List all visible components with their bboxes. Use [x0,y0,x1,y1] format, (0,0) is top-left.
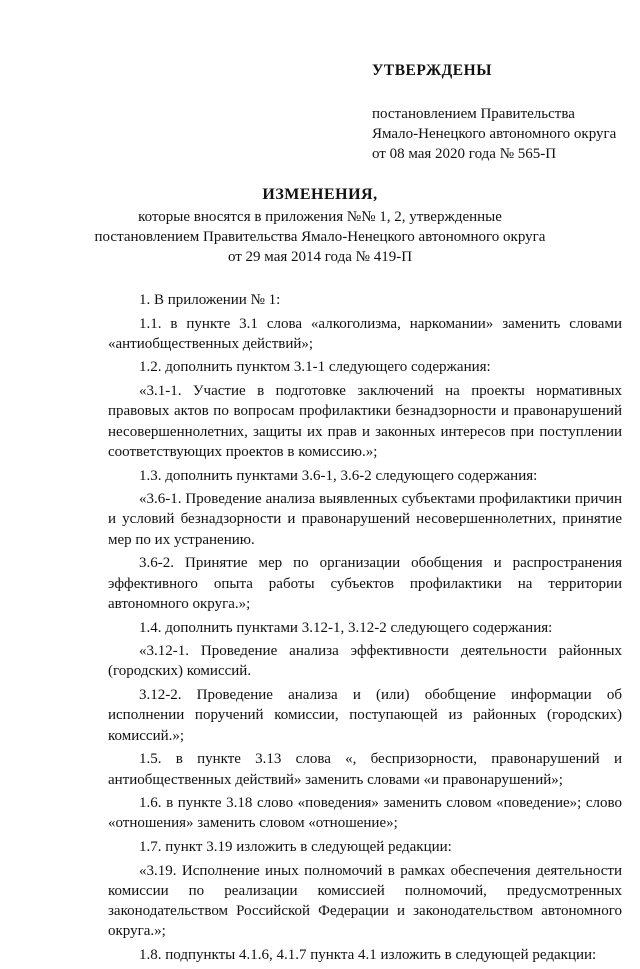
subtitle-line-2: постановлением Правительства Ямало-Ненецкого автономного округа [94,229,546,245]
approval-heading: УТВЕРЖДЕНЫ [372,62,492,79]
paragraph-1-1: 1.1. в пункте 3.1 слова «алкоголизма, наркомании» заменить словами «антиобщественных действий»; [108,315,622,352]
document-title: ИЗМЕНЕНИЯ, [262,186,378,203]
document-body [108,290,622,969]
document-subtitle [0,207,640,267]
approval-line-1: постановлением Правительства [372,106,575,122]
paragraph-1-5: 1.5. в пункте 3.13 слова «, беспризорности, правонарушений и антиобщественных действий» заменить словами «и правонарушений»; [108,751,622,788]
approval-line-3: от 08 мая 2020 года № 565-П [372,146,557,162]
paragraph-3-6-2: 3.6-2. Принятие мер по организации обобщения и распространения эффективного опыта работы субъектов профилактики на территории автономного округа.»; [108,555,622,612]
paragraph-1-3: 1.3. дополнить пунктами 3.6-1, 3.6-2 следующего содержания: [139,467,538,484]
paragraph-3-6-1: «3.6-1. Проведение анализа выявленных субъектами профилактики причин и условий безнадзорности и правонарушений несовершеннолетних, принятие мер по их устранению. [108,491,622,548]
subtitle-line-1: которые вносятся в приложения №№ 1, 2, утвержденные [138,209,502,225]
paragraph-1-8: 1.8. подпункты 4.1.6, 4.1.7 пункта 4.1 изложить в следующей редакции: [139,947,597,964]
paragraph-1-4: 1.4. дополнить пунктами 3.12-1, 3.12-2 следующего содержания: [139,619,553,636]
approval-block [372,104,616,164]
paragraph-3-1-1: «3.1-1. Участие в подготовке заключений на проекты нормативных правовых актов по вопросам профилактики безнадзорности и правонарушений несовершеннолетних, защиты их прав и законных интересов при поступлении соответствующих проектов в комиссию.»; [108,383,622,460]
paragraph-1: 1. В приложении № 1: [139,292,281,308]
paragraph-3-19: «3.19. Исполнение иных полномочий в рамках обеспечения деятельности комиссии по реализации комиссией полномочий, предусмотренных законодательством Российской Федерации и законодательством автономного округа.»; [108,862,622,940]
paragraph-1-7: 1.7. пункт 3.19 изложить в следующей редакции: [139,838,452,855]
paragraph-3-12-1: «3.12-1. Проведение анализа эффективности деятельности районных (городских) комиссий. [108,643,622,680]
paragraph-1-2: 1.2. дополнить пунктом 3.1-1 следующего содержания: [139,359,491,376]
subtitle-line-3: от 29 мая 2014 года № 419-П [227,249,413,265]
paragraph-1-6: 1.6. в пункте 3.18 слово «поведения» заменить словом «поведение»; слово «отношения» заменить словом «отношение»; [108,795,622,832]
paragraph-3-12-2: 3.12-2. Проведение анализа и (или) обобщение информации об исполнении поручений комиссии, поступающей из районных (городских) комиссий.»; [108,687,622,744]
approval-line-2: Ямало-Ненецкого автономного округа [372,126,617,142]
